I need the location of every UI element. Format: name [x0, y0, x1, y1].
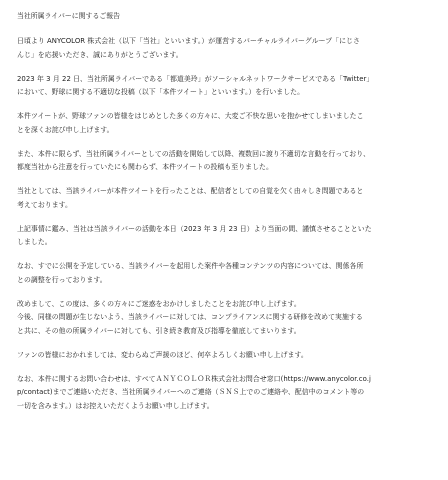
- paragraph: [17, 110, 432, 137]
- document-body: [17, 35, 432, 413]
- paragraph-line: 上記事情に鑑み、当社は当該ライバーの活動を本日（2023 年 3 月 23 日）より当面の間、謹慎させることといた: [17, 224, 372, 233]
- paragraph: [17, 185, 432, 212]
- paragraph-line: また、本件に限らず、当社所属ライバーとしての活動を開始して以降、複数回に渡り不適切な言動を行っており、: [17, 149, 371, 158]
- paragraph-line: 2023 年 3 月 22 日、当社所属ライバーである「都道美玲」がソーシャルネットワークサービスである「Twitter」: [17, 74, 374, 83]
- paragraph-line: とを深くお詫び申し上げます。: [17, 125, 114, 134]
- paragraph: [17, 73, 432, 100]
- paragraph: [17, 298, 432, 339]
- paragraph-line: んじ」を応援いただき、誠にありがとうございます。: [17, 50, 183, 59]
- paragraph-line: 都度当社から注意を行っていたにも関わらず、本件ツイートの投稿も至りました。: [17, 163, 273, 171]
- paragraph: [17, 223, 432, 250]
- paragraph: [17, 148, 432, 175]
- paragraph-line: なお、本件に関するお問い合わせは、すべてＡＮＹＣＯＬＯＲ株式会社お問合せ窓口(https://www.anycolor.co.j: [17, 374, 371, 383]
- document-title: 当社所属ライバーに関するご報告: [17, 12, 121, 20]
- paragraph-line: 日頃より ANYCOLOR 株式会社（以下「当社」といいます。）が運営するバーチャルライバーグループ「にじさ: [17, 37, 360, 45]
- paragraph: [17, 373, 432, 414]
- paragraph-line: ファンの皆様におかれましては、変わらぬご声援のほど、何卒よろしくお願い申し上げます。: [17, 350, 308, 359]
- paragraph-line: p/contact)までご連絡いただき、当社所属ライバーへのご連絡（ＳＮＳ上でのご連絡や、配信中のコメント等の: [17, 388, 365, 396]
- paragraph: [17, 35, 432, 62]
- paragraph-line: しました。: [17, 238, 52, 246]
- paragraph-line: 改めまして、この度は、多くの方々にご迷惑をおかけしましたことをお詫び申し上げます。: [17, 299, 301, 308]
- paragraph: [17, 349, 432, 363]
- paragraph-line: 考えております。: [17, 200, 72, 209]
- paragraph-line: と共に、その他の所属ライバーに対しても、引き続き教育及び指導を徹底してまいります。: [17, 326, 301, 335]
- paragraph-line: 今後、同様の問題が生じないよう、当該ライバーに対しては、コンプライアンスに関する研修を改めて実施する: [17, 313, 363, 321]
- paragraph-line: との調整を行っております。: [17, 275, 107, 284]
- paragraph-line: 一切を含みます。）はお控えいただくようお願い申し上げます。: [17, 401, 214, 410]
- paragraph-line: なお、すでに公開を予定している、当該ライバーを起用した案件や各種コンテンツの内容については、関係各所: [17, 262, 364, 270]
- paragraph-line: 本件ツイートが、野球ファンの皆様をはじめとした多くの方々に、大変ご不快な思いを抱かせてしまいましたこ: [17, 112, 364, 120]
- paragraph-line: において、野球に関する不適切な投稿（以下「本件ツイート」といいます。）を行いました。: [17, 88, 305, 96]
- paragraph: [17, 260, 432, 287]
- paragraph-line: 当社としては、当該ライバーが本件ツイートを行ったことは、配信者としての自覚を欠く由々しき問題であると: [17, 187, 364, 195]
